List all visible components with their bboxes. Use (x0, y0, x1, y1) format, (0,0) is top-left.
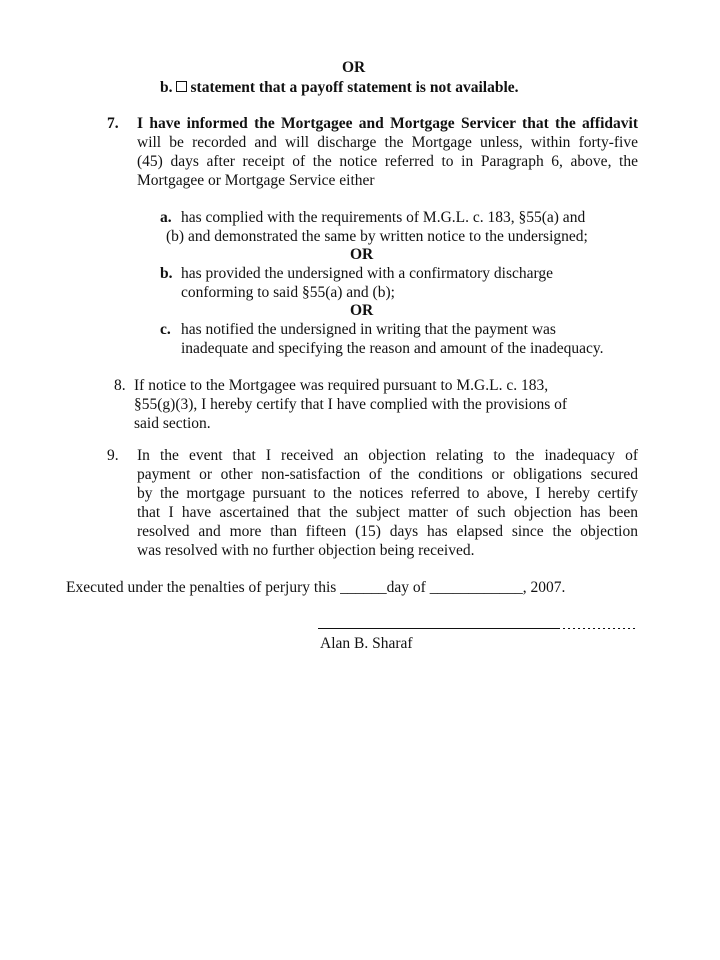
item-7c-line-2: inadequate and specifying the reason and amount of the inadequacy. (181, 340, 604, 357)
paragraph-9-line-3: by the mortgage pursuant to the notices referred to above, I hereby certify (137, 485, 638, 502)
paragraph-9-line-1: In the event that I received an objection relating to the inadequacy of (137, 447, 638, 464)
signatory-name: Alan B. Sharaf (320, 635, 413, 652)
paragraph-7-line-3: (45) days after receipt of the notice referred to in Paragraph 6, above, the (137, 153, 638, 170)
paragraph-7-line-1: I have informed the Mortgagee and Mortgage Servicer that the affidavit (137, 115, 638, 132)
paragraph-9-number: 9. (107, 447, 119, 464)
or-separator-1: OR (350, 246, 374, 263)
paragraph-9-line-4: that I have ascertained that the subject matter of such objection has been (137, 504, 638, 521)
item-7b-line-2: conforming to said §55(a) and (b); (181, 284, 395, 301)
option-b-label: b. (160, 79, 173, 96)
paragraph-8-line-2: §55(g)(3), I hereby certify that I have complied with the provisions of (134, 396, 568, 413)
item-7a-line-1: has complied with the requirements of M.G.L. c. 183, §55(a) and (181, 209, 586, 226)
item-7b-label: b. (160, 265, 173, 282)
paragraph-8-number: 8. (114, 377, 126, 394)
paragraph-9-line-2: payment or other non-satisfaction of the conditions or obligations secured (137, 466, 638, 483)
paragraph-8-line-1: If notice to the Mortgagee was required pursuant to M.G.L. c. 183, (134, 377, 549, 394)
item-7b-line-1: has provided the undersigned with a confirmatory discharge (181, 265, 554, 282)
payoff-option-b (160, 78, 519, 97)
paragraph-7-number: 7. (107, 115, 119, 132)
or-separator-2: OR (350, 302, 374, 319)
execution-statement: Executed under the penalties of perjury this ______day of ____________, 2007. (66, 579, 566, 596)
checkbox-icon[interactable] (176, 81, 187, 92)
signature-line-dash (560, 628, 638, 629)
item-7c-line-1: has notified the undersigned in writing that the payment was (181, 321, 556, 338)
paragraph-7-line-4: Mortgagee or Mortgage Service either (137, 172, 375, 189)
item-7a-line-2: (b) and demonstrated the same by written notice to the undersigned; (166, 228, 588, 245)
item-7c-label: c. (160, 321, 171, 338)
paragraph-7-line-2: will be recorded and will discharge the Mortgage unless, within forty-five (137, 134, 638, 151)
paragraph-9-line-6: was resolved with no further objection being received. (137, 542, 475, 559)
option-b-text: statement that a payoff statement is not available. (190, 79, 519, 96)
item-7a-label: a. (160, 209, 172, 226)
or-separator-top: OR (342, 59, 366, 76)
paragraph-8-line-3: said section. (134, 415, 211, 432)
paragraph-9-line-5: resolved and more than fifteen (15) days has elapsed since the objection (137, 523, 638, 540)
